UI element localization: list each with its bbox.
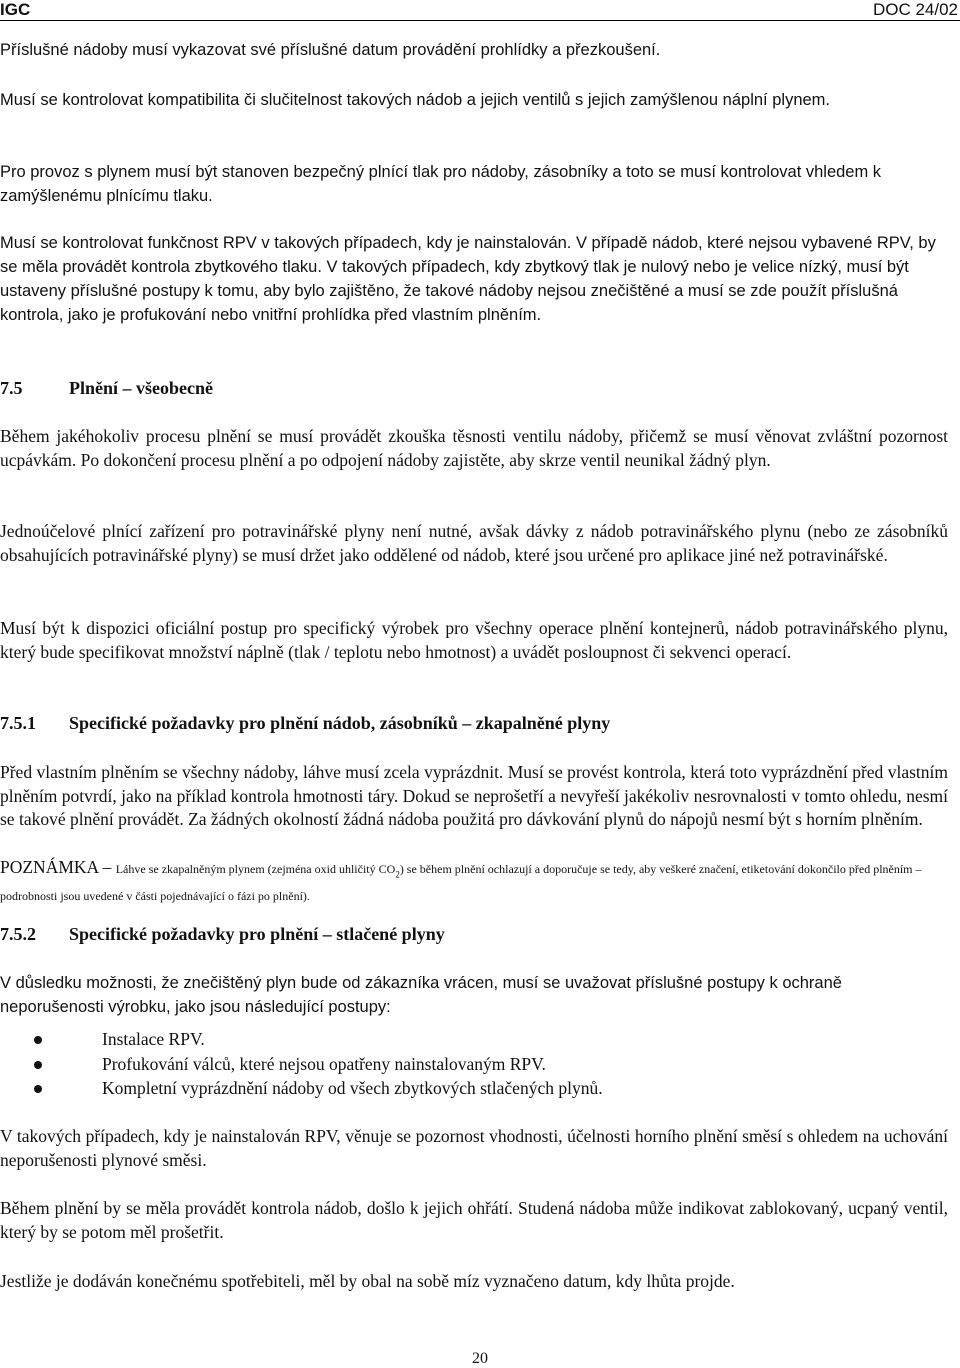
bullet-text: Instalace RPV. <box>102 1029 205 1049</box>
page-header <box>0 0 960 21</box>
note-subscript: 2 <box>395 869 400 880</box>
bullet-dot-icon <box>34 1036 42 1044</box>
paragraph-12: Jestliže je dodáván konečnému spotřebiteli, měl by obal na sobě míz vyznačeno datum, kdy lhůta projde. <box>0 1271 735 1291</box>
note-block <box>0 858 948 906</box>
section-title: Specifické požadavky pro plnění – stlačené plyny <box>69 924 445 944</box>
paragraph-2: Musí se kontrolovat kompatibilita či slučitelnost takových nádob a jejich ventilů s jejich zamýšlenou náplní plynem. <box>0 91 830 109</box>
note-text-b: ) se během plnění ochlazují a doporučuje se tedy, aby veškeré značení, etiketování dokončilo před plněním – podrobnosti jsou uvedené v části pojednávající o fázi po plnění). <box>0 862 922 903</box>
note-dash: – <box>98 857 116 877</box>
header-org: IGC <box>0 0 31 19</box>
section-heading-7-5-1 <box>0 713 948 734</box>
paragraph-5: Během jakéhokoliv procesu plnění se musí provádět zkouška těsnosti ventilu nádoby, přičemž se musí věnovat zvláštní pozornost ucpávkám. Po dokončení procesu plnění a po odpojení nádoby zajistěte, aby skrze ventil neunikal žádný plyn. <box>0 426 948 470</box>
section-number: 7.5.1 <box>0 713 36 733</box>
paragraph-7: Musí být k dispozici oficiální postup pro specifický výrobek pro všechny operace plnění kontejnerů, nádob potravinářského plynu, který bude specifikovat množství náplně (tlak / teplotu nebo hmotnost) a uvádět posloupnost či sekvenci operací. <box>0 618 948 662</box>
bullet-dot-icon <box>34 1061 42 1069</box>
paragraph-1: Příslušné nádoby musí vykazovat své příslušné datum provádění prohlídky a přezkoušení. <box>0 41 661 59</box>
paragraph-3: Pro provoz s plynem musí být stanoven bezpečný plnící tlak pro nádoby, zásobníky a toto se musí kontrolovat vhledem k zamýšlenému plnícímu tlaku. <box>0 163 882 205</box>
page-number: 20 <box>472 1350 488 1367</box>
section-number: 7.5 <box>0 378 23 398</box>
note-label: POZNÁMKA <box>0 857 99 877</box>
section-title: Specifické požadavky pro plnění nádob, zásobníků – zkapalněné plyny <box>69 713 611 733</box>
section-heading-7-5 <box>0 378 948 399</box>
header-doc-number: DOC 24/02 <box>872 0 958 19</box>
paragraph-10: V takových případech, kdy je nainstalován RPV, věnuje se pozornost vhodnosti, účelnosti horního plnění směsí s ohledem na uchování neporušenosti plynové směsi. <box>0 1126 948 1170</box>
note-text-a: Láhve se zkapalněným plynem (zejména oxid uhličitý CO <box>115 862 396 876</box>
paragraph-9: V důsledku možnosti, že znečištěný plyn bude od zákazníka vrácen, musí se uvažovat příslušné postupy k ochraně neporušenosti výrobku, jako jsou následující postupy: <box>0 974 842 1016</box>
paragraph-11: Během plnění by se měla provádět kontrola nádob, došlo k jejich ohřátí. Studená nádoba může indikovat zablokovaný, ucpaný ventil, který by se potom měl prošetřit. <box>0 1198 948 1242</box>
bullet-text: Profukování válců, které nejsou opatřeny nainstalovaným RPV. <box>102 1054 546 1074</box>
paragraph-6: Jednoúčelové plnící zařízení pro potravinářské plyny není nutné, avšak dávky z nádob potravinářského plynu (nebo ze zásobníků obsahujících potravinářské plyny) se musí držet jako oddělené od nádob, které jsou určené pro aplikace jiné než potravinářské. <box>0 521 948 565</box>
paragraph-4: Musí se kontrolovat funkčnost RPV v takových případech, kdy je nainstalován. V případě nádob, které nejsou vybavené RPV, by se měla provádět kontrola zbytkového tlaku. V takových případech, kdy zbytkový tlak je nulový nebo je velice nízký, musí být ustaveny příslušné postupy k tomu, aby bylo zajištěno, že takové nádoby nejsou znečištěné a musí se zde použít příslušná kontrola, jako je profukování nebo vnitřní prohlídka před vlastním plněním. <box>0 234 936 324</box>
paragraph-8: Před vlastním plněním se všechny nádoby, láhve musí zcela vyprázdnit. Musí se provést kontrola, která toto vyprázdnění před vlastním plněním potvrdí, jako na příklad kontrola hmotnosti táry. Dokud se neprošetří a nevyřeší jakékoliv nesrovnalosti v tomto ohledu, nesmí se takové plnění provádět. Za žádných okolností žádná nádoba použitá pro dávkování plynů do nápojů nesmí být s horním plněním. <box>0 762 948 829</box>
section-heading-7-5-2 <box>0 924 948 945</box>
section-number: 7.5.2 <box>0 924 36 944</box>
section-title: Plnění – všeobecně <box>69 378 213 398</box>
bullet-text: Kompletní vyprázdnění nádoby od všech zbytkových stlačených plynů. <box>102 1078 603 1098</box>
bullet-dot-icon <box>34 1085 42 1093</box>
